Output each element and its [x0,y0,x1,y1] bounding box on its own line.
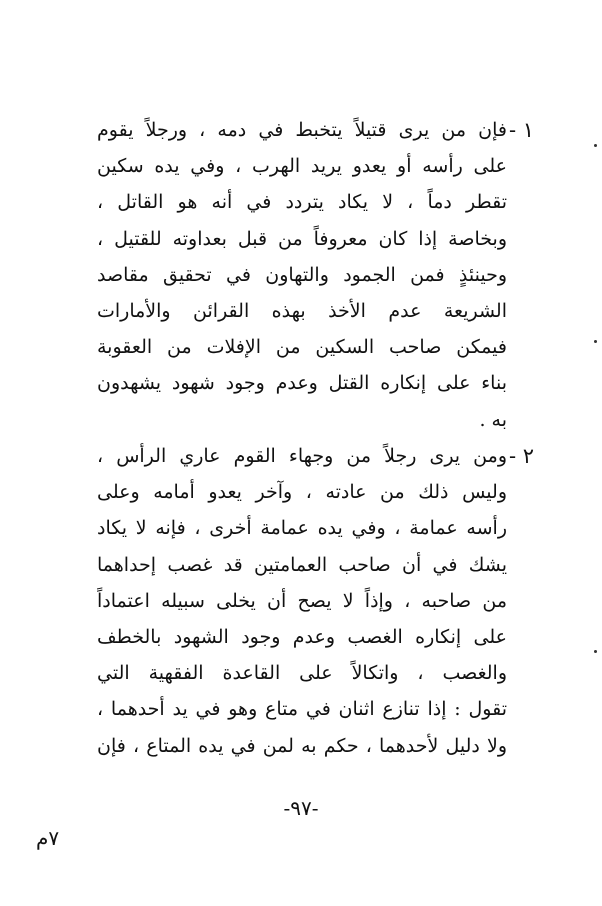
scan-speck [594,144,597,147]
paragraph-1-line: بناء على إنكاره القتل وعدم وجود شهود يشهدون [97,372,507,395]
paragraph-1-line: فيمكن صاحب السكين من الإفلات من العقوبة [97,336,507,359]
paragraph-2-line: ومن يرى رجلاً من وجهاء القوم عاري الرأس ، [97,445,507,467]
paragraph-1-line: على رأسه أو يعدو يريد الهرب ، وفي يده سكين [97,155,507,178]
scan-speck [594,340,597,343]
item-number-2: ٢ - [508,444,534,468]
scan-speck [594,650,597,653]
paragraph-2-line: على إنكاره الغصب وعدم وجود الشهود بالخطف [97,625,507,648]
paragraph-2-line: من صاحبه ، وإذاً لا يصح أن يخلى سبيله اعتماداً [97,589,507,612]
paragraph-2-line: رأسه عمامة ، وفي يده عمامة أخرى ، فإنه لا يكاد [97,517,507,540]
paragraph-2-line: والغصب ، واتكالاً على القاعدة الفقهية التي [97,662,507,685]
paragraph-2-line: يشك في أن صاحب العمامتين قد غصب إحداهما [97,553,507,576]
paragraph-2-line: ولا دليل لأحدهما ، حكم به لمن في يده المتاع ، فإن [97,734,507,757]
signature-mark: ٧م [36,826,60,850]
paragraph-1-line: وبخاصة إذا كان معروفاً من قبل بعداوته للقتيل ، [97,227,507,250]
page-number: -٩٧- [283,796,319,820]
item-number-1: ١ - [508,118,534,142]
paragraph-2 [97,438,507,764]
paragraph-1-line: تقطر دماً ، لا يكاد يتردد في أنه هو القاتل ، [97,191,507,214]
paragraph-1 [97,112,507,438]
paragraph-1-line: به . [479,408,507,431]
paragraph-1-line: الشريعة عدم الأخذ بهذه القرائن والأمارات [97,299,507,322]
paragraph-1-line: فإن من يرى قتيلاً يتخبط في دمه ، ورجلاً يقوم [97,119,507,141]
paragraph-1-line: وحينئذٍ فمن الجمود والتهاون في تحقيق مقاصد [97,263,507,286]
paragraph-2-line: وليس ذلك من عادته ، وآخر يعدو أمامه وعلى [97,481,507,504]
paragraph-2-line: تقول : إذا تنازع اثنان في متاع وهو في يد أحدهما ، [97,698,507,721]
